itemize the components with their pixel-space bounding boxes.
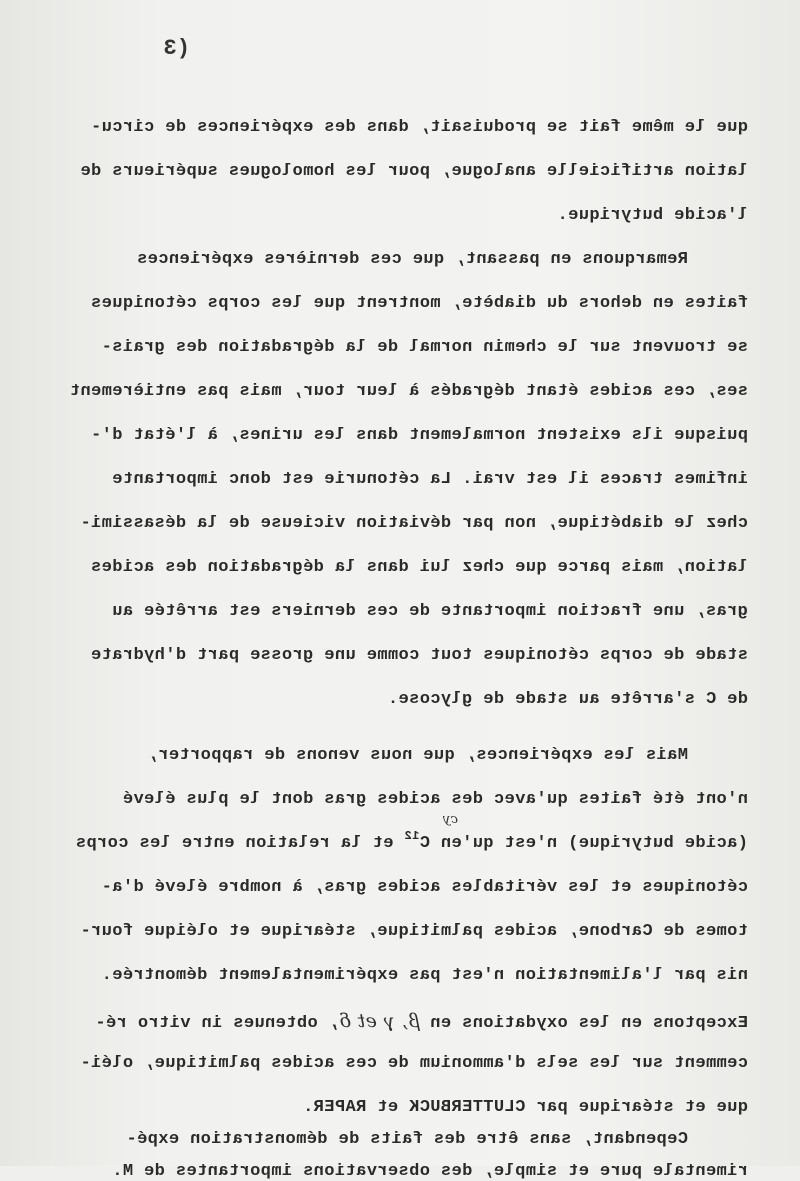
- text-line: stade de corps cétoniques tout comme une grosse part d'hydrate: [90, 646, 748, 665]
- text-line: infimes traces il est vrai. La cétonurie est donc importante: [111, 470, 748, 489]
- text-line: lation artificielle analogue, pour les homologues supérieurs de: [80, 162, 748, 181]
- text-line: que et stéarique par CLUTTERBUCK et RAPER.: [302, 1098, 748, 1117]
- text-line: [95, 1010, 748, 1033]
- text-line: se trouvent sur le chemin normal de la dégradation des grais-: [101, 338, 748, 357]
- text-line: rimentale pure et simple, des observations importantes de M.: [111, 1162, 748, 1181]
- text-line: gras, une fraction importante de ces derniers est arrêtée au: [111, 602, 748, 621]
- handwritten-annotation: β, γ et δ: [338, 1010, 420, 1032]
- text-line: cétoniques et les véritables acides gras, à nombre élevé d'a-: [101, 878, 748, 897]
- text-line: de C s'arrête au stade de glycose.: [387, 690, 748, 709]
- text-line: [75, 812, 748, 853]
- text-line: puisque ils existent normalement dans les urines, à l'état d'-: [90, 426, 748, 445]
- text-line: n'ont été faites qu'avec des acides gras dont le plus élevé: [122, 790, 748, 809]
- text-line: faites en dehors du diabète, montrent que les corps cétoniques: [90, 294, 748, 313]
- text-line: lation, mais parce que chez lui dans la dégradation des acides: [90, 558, 748, 577]
- text-fragment: Exceptons en les oxydations en: [419, 1014, 748, 1033]
- text-line: ses, ces acides étant dégradés à leur tour, mais pas entièrement: [69, 382, 748, 401]
- text-line: tomes de Carbone, acides palmitique, stéarique et oléique four-: [80, 922, 748, 941]
- text-line: Cependant, sans être des faits de démonstration expé-: [126, 1130, 688, 1149]
- superscript: 12: [404, 829, 420, 843]
- text-fragment: (acide butyrique) n'est qu'en C: [419, 834, 748, 853]
- text-line: cemment sur les sels d'ammonium de ces acides palmitique, oléi-: [80, 1054, 748, 1073]
- text-fragment: , obtenues in vitro ré-: [95, 1014, 339, 1033]
- text-line: Remarquons en passant, que ces dernières expériences: [136, 250, 688, 269]
- page-number: (3: [163, 36, 190, 61]
- text-line: Mais les expériences, que nous venons de rapporter,: [147, 746, 688, 765]
- text-fragment: et la relation entre les corps: [75, 834, 405, 853]
- handwritten-correction: cy: [442, 812, 458, 827]
- text-line: nis par l'alimentation n'est pas expérimentalement démontrée.: [101, 966, 748, 985]
- text-line: l'acide butyrique.: [557, 206, 748, 225]
- text-line: chez le diabétique, non par déviation vicieuse de la désassimi-: [80, 514, 748, 533]
- text-line: que le même fait se produisait, dans des expériences de circu-: [90, 118, 748, 137]
